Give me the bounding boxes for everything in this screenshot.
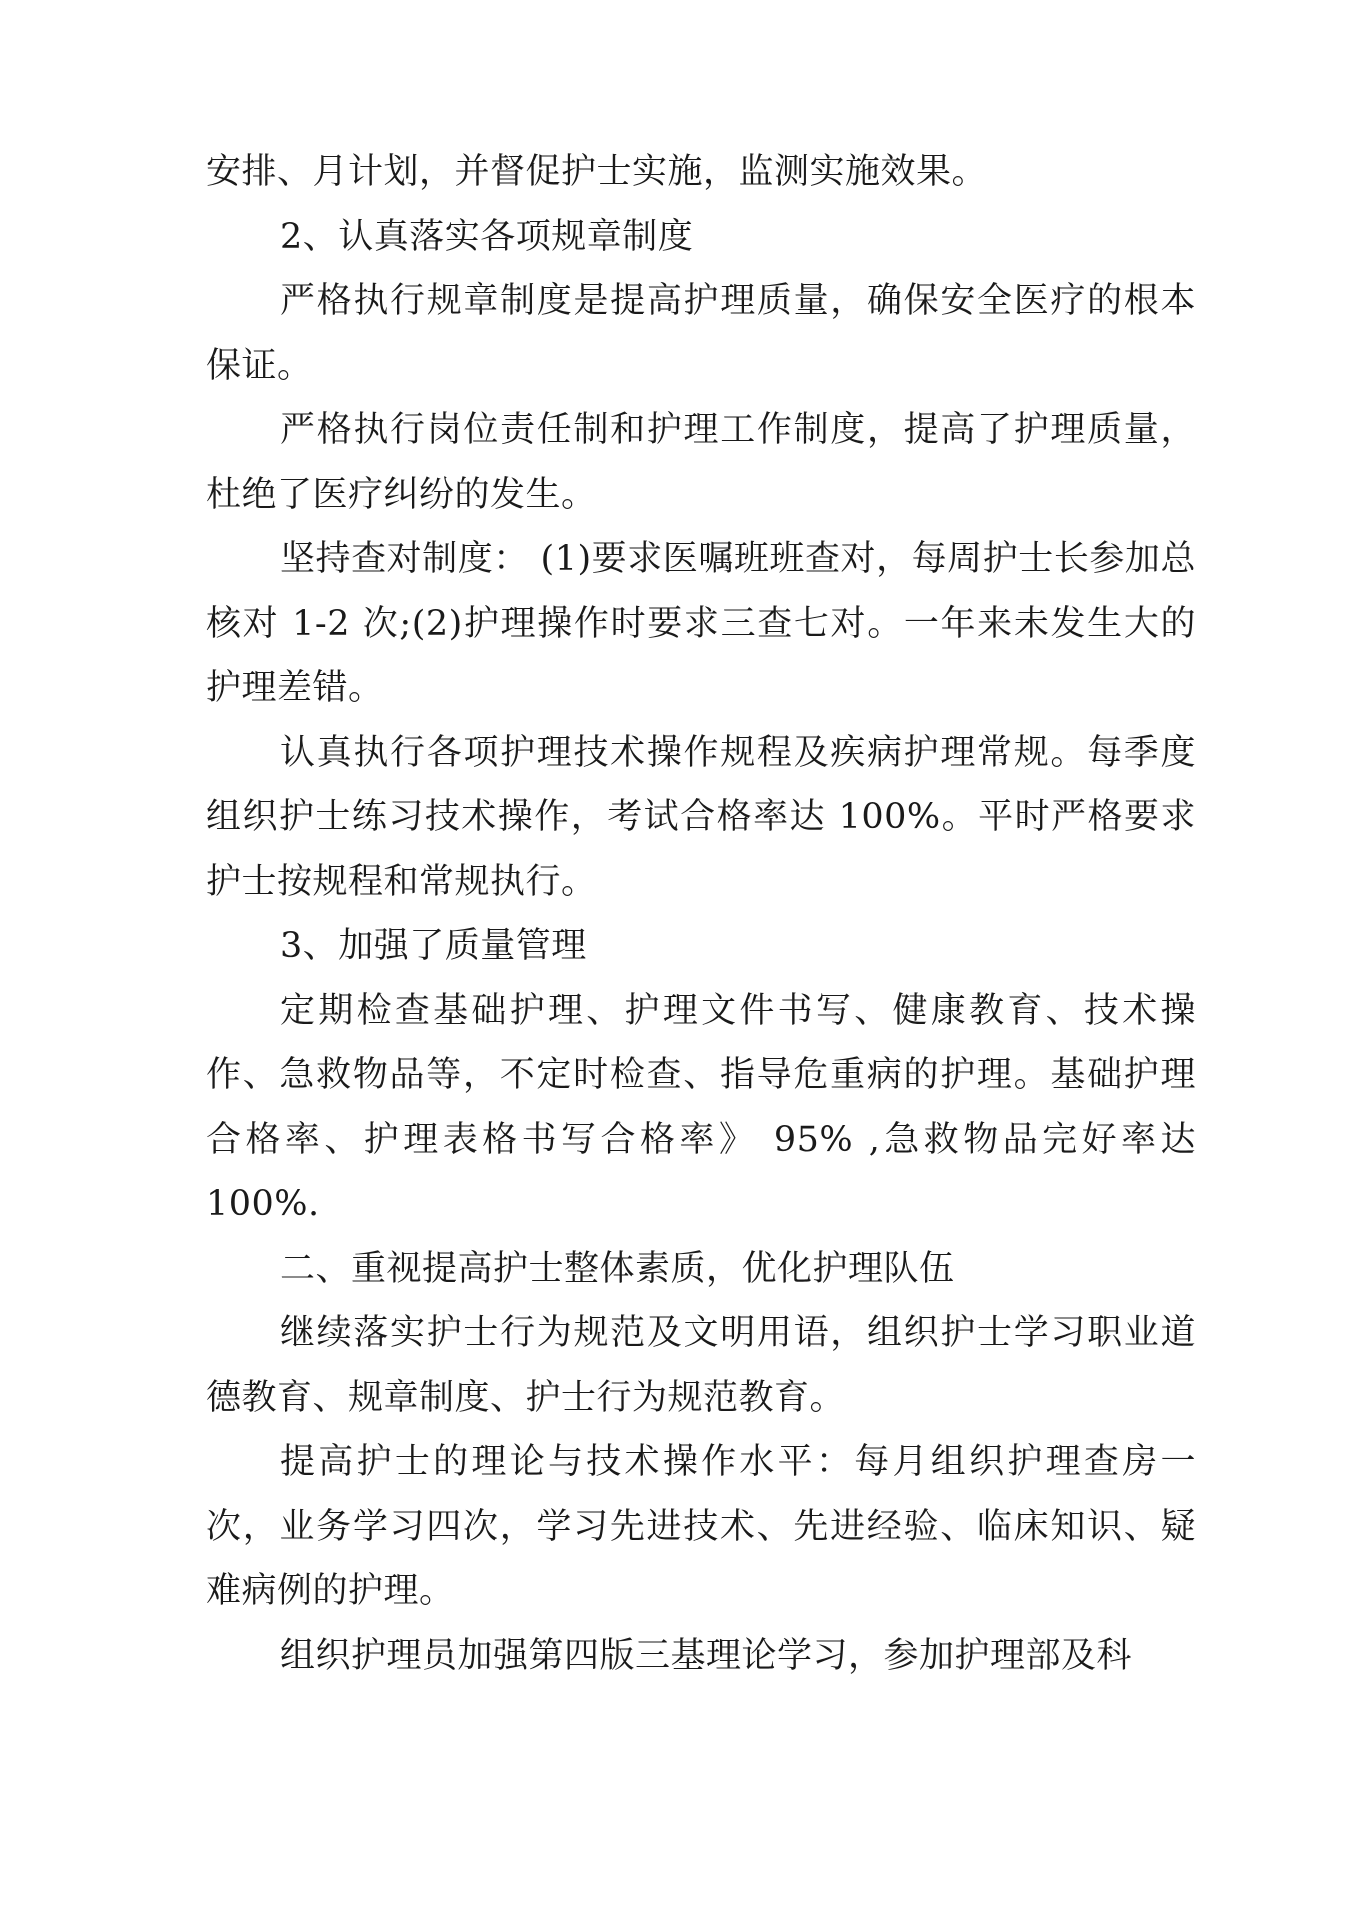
paragraph-6: 定期检查基础护理、护理文件书写、健康教育、技术操作、急救物品等，不定时检查、指导危重病的护理。基础护理合格率、护理表格书写合格率》 95% ,急救物品完好率达 100%. (206, 990, 1196, 1224)
document-body (206, 140, 1196, 1688)
paragraph-5: 认真执行各项护理技术操作规程及疾病护理常规。每季度组织护士练习技术操作，考试合格率达 100%。平时严格要求护士按规程和常规执行。 (206, 732, 1196, 902)
section-heading-two: 二、重视提高护士整体素质，优化护理队伍 (280, 1248, 955, 1289)
section-heading-3: 3、加强了质量管理 (280, 926, 587, 966)
paragraph-4: 坚持查对制度： (1)要求医嘱班班查对，每周护士长参加总核对 1-2 次;(2)护理操作时要求三查七对。一年来未发生大的护理差错。 (206, 539, 1196, 708)
paragraph-3: 严格执行岗位责任制和护理工作制度，提高了护理质量，杜绝了医疗纠纷的发生。 (206, 410, 1196, 515)
paragraph-9: 组织护理员加强第四版三基理论学习，参加护理部及科 (280, 1635, 1133, 1676)
paragraph-1: 安排、月计划，并督促护士实施，监测实施效果。 (206, 152, 988, 192)
paragraph-8: 提高护士的理论与技术操作水平：每月组织护理查房一次，业务学习四次，学习先进技术、先进经验、临床知识、疑难病例的护理。 (206, 1442, 1196, 1611)
section-heading-2: 2、认真落实各项规章制度 (280, 216, 694, 257)
paragraph-2: 严格执行规章制度是提高护理质量，确保安全医疗的根本保证。 (206, 281, 1196, 386)
paragraph-7: 继续落实护士行为规范及文明用语，组织护士学习职业道德教育、规章制度、护士行为规范教育。 (206, 1313, 1196, 1418)
